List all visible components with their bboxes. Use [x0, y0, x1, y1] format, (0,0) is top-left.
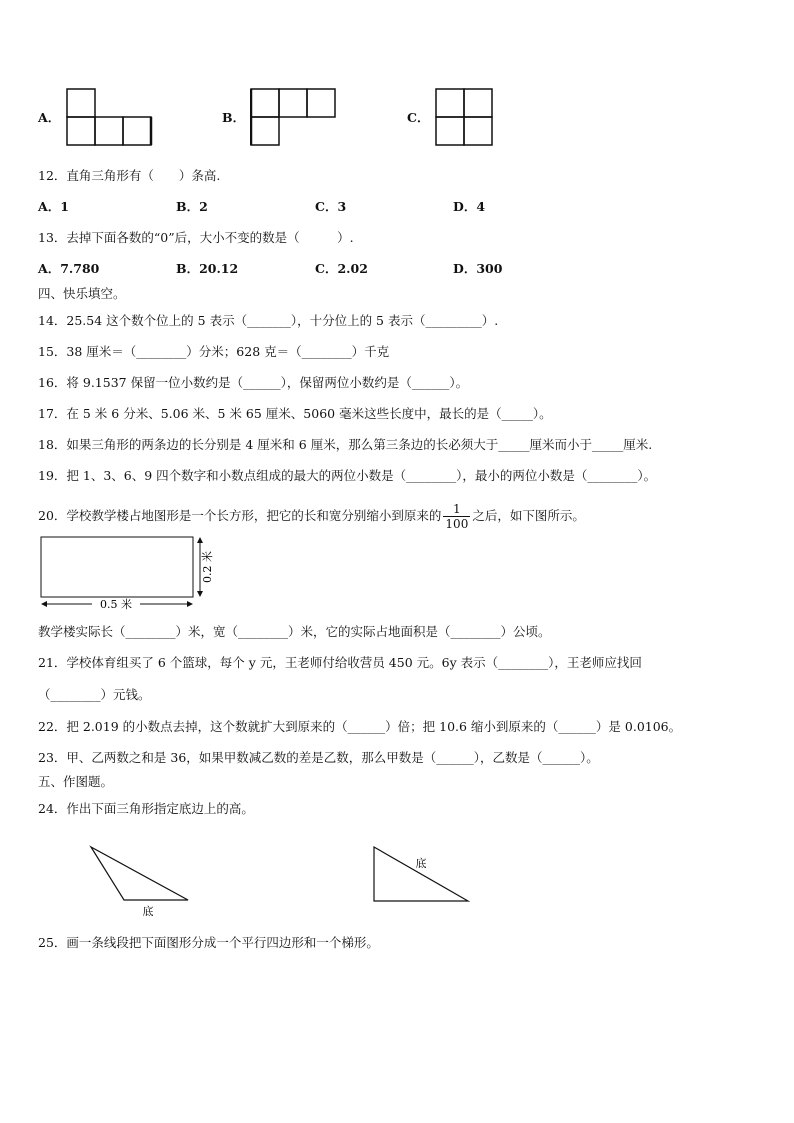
q12-text: 12．直角三角形有（ ）条高. — [38, 168, 221, 183]
q24-triangle-2-base-label: 底 — [415, 857, 427, 870]
q20-fraction-denominator: 100 — [445, 517, 469, 531]
q13-option-c: C．2.02 — [315, 261, 368, 276]
q14-text: 14．25.54 这个数个位上的 5 表示（_______），十分位上的 5 表示（_________）. — [38, 313, 499, 328]
q24-triangle-1 — [86, 842, 196, 922]
q18-text: 18．如果三角形的两条边的长分别是 4 厘米和 6 厘米，那么第三条边的长必须大于_____厘米而小于_____厘米. — [38, 437, 653, 452]
q25-text: 25．画一条线段把下面图形分成一个平行四边形和一个梯形。 — [38, 935, 379, 950]
q20-height-label: 0.2 米 — [201, 551, 214, 583]
q20-width-label: 0.5 米 — [100, 598, 132, 611]
section-4-heading: 四、快乐填空。 — [38, 286, 126, 301]
q21-line-2: （________）元钱。 — [38, 687, 151, 702]
q12-option-b: B．2 — [176, 199, 208, 214]
q21-line-1: 21．学校体育组买了 6 个篮球，每个 y 元，王老师付给收营员 450 元。6y 表示（________），王老师应找回 — [38, 655, 642, 670]
q20-fraction-numerator: 1 — [443, 502, 470, 517]
section-5-heading: 五、作图题。 — [38, 774, 114, 789]
q22-text: 22．把 2.019 的小数点去掉，这个数就扩大到原来的（______）倍；把 10.6 缩小到原来的（______）是 0.0106。 — [38, 719, 682, 734]
q17-text: 17．在 5 米 6 分米、5.06 米、5 米 65 厘米、5060 毫米这些长度中，最长的是（_____）。 — [38, 406, 552, 421]
q11-figure-b — [250, 88, 338, 146]
q20-rectangle-figure — [36, 532, 216, 614]
q20-text-before: 20．学校教学楼占地图形是一个长方形，把它的长和宽分别缩小到原来的 — [38, 508, 442, 523]
q11-option-c: C． — [407, 110, 430, 125]
q16-text: 16．将 9.1537 保留一位小数约是（______），保留两位小数约是（______）。 — [38, 375, 469, 390]
q12-option-d: D．4 — [453, 199, 486, 214]
q11-option-a: A． — [38, 110, 61, 125]
q24-text: 24．作出下面三角形指定底边上的高。 — [38, 801, 254, 816]
q24-triangle-2 — [368, 842, 478, 908]
q11-figure-c — [435, 88, 495, 146]
q11-figure-a — [66, 88, 154, 146]
q24-triangle-1-base-label: 底 — [142, 905, 154, 918]
q13-option-b: B．20.12 — [176, 261, 239, 276]
q13-text: 13．去掉下面各数的“0”后，大小不变的数是（ ）. — [38, 230, 354, 245]
q20-fraction — [443, 502, 470, 531]
q20-answer: 教学楼实际长（________）米，宽（________）米，它的实际占地面积是（________）公顷。 — [38, 624, 551, 639]
q11-option-b: B． — [222, 110, 246, 125]
q13-option-a: A．7.780 — [38, 261, 100, 276]
q20-text-after: 之后，如下图所示。 — [472, 508, 585, 523]
q15-text: 15．38 厘米＝（________）分米；628 克＝（________）千克 — [38, 344, 390, 359]
q12-option-a: A．1 — [38, 199, 69, 214]
q20-text — [38, 500, 585, 532]
q12-option-c: C．3 — [315, 199, 347, 214]
q23-text: 23．甲、乙两数之和是 36，如果甲数减乙数的差是乙数，那么甲数是（______），乙数是（______）。 — [38, 750, 599, 765]
q19-text: 19．把 1、3、6、9 四个数字和小数点组成的最大的两位小数是（________），最小的两位小数是（________）。 — [38, 468, 657, 483]
q13-option-d: D．300 — [453, 261, 503, 276]
